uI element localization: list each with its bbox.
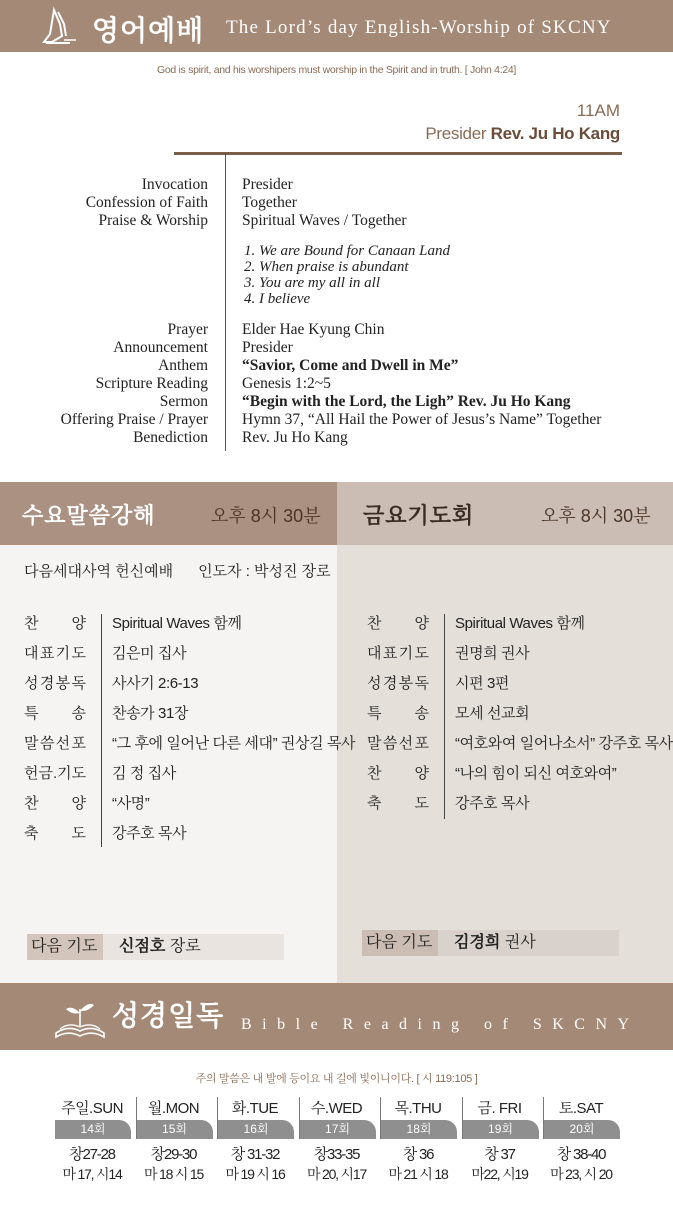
program-role: [367, 702, 429, 723]
program-role-char: 경: [382, 675, 398, 692]
reading-genesis: 창29-30: [150, 1146, 197, 1163]
program-row: [367, 732, 673, 752]
friday-next-prayer: [362, 930, 619, 956]
program-role-char: 성: [24, 675, 39, 692]
program-role-char: 말: [367, 735, 382, 752]
day-name: 수.WED: [310, 1100, 363, 1117]
order-value: Together: [242, 194, 297, 211]
reading-genesis: 창 36: [402, 1146, 434, 1163]
program-row: [24, 642, 344, 662]
day-separator: [217, 1097, 218, 1139]
program-row: [24, 702, 344, 722]
order-value: “Begin with the Lord, the Ligh” Rev. Ju Ho Kang: [242, 393, 571, 410]
program-row: [24, 822, 344, 842]
open-book-icon: [52, 999, 108, 1039]
order-label: Offering Praise / Prayer: [60, 411, 208, 428]
john-verse: God is spirit, and his worshipers must worship in the Spirit and in truth. [ John 4:24]: [156, 64, 517, 76]
program-role-char: 선: [398, 735, 414, 752]
order-label: Announcement: [113, 339, 208, 356]
order-row: [0, 393, 673, 411]
program-role-char: 말: [24, 735, 39, 752]
program-role-char: 기: [55, 645, 71, 662]
program-role-char: 기: [398, 645, 414, 662]
wednesday-next-prayer: [27, 934, 284, 960]
order-value: Presider: [242, 176, 293, 193]
next-prayer-person: 신점호: [119, 938, 166, 955]
program-role: [24, 792, 86, 813]
reading-genesis: 창33-35: [313, 1146, 360, 1163]
order-value: Genesis 1:2~5: [242, 375, 331, 392]
header-title-english: The Lord’s day English-Worship of SKCNY: [226, 17, 612, 38]
program-role-char: 송: [414, 705, 429, 722]
psalm-verse: 주의 말씀은 내 발에 등이요 내 길에 빛이니이다. [ 시 119:105 ]: [195, 1073, 478, 1085]
order-row: [0, 411, 673, 429]
reading-day: [216, 1097, 294, 1192]
order-label: Confession of Faith: [85, 194, 208, 211]
reading-number-tab: 20회: [544, 1120, 620, 1139]
presider-name: Rev. Ju Ho Kang: [490, 124, 620, 143]
divider-rule: [174, 152, 622, 155]
day-separator: [462, 1097, 463, 1139]
order-row: [0, 176, 673, 194]
next-prayer-person: 김경희: [454, 934, 501, 951]
song-item: 3. You are my all in all: [244, 275, 380, 291]
day-separator: [299, 1097, 300, 1139]
program-role: [24, 762, 86, 783]
order-row: [0, 375, 673, 393]
program-role-char: 대: [24, 645, 39, 662]
day-separator: [136, 1097, 137, 1139]
program-role: [367, 612, 429, 633]
program-value: “여호와여 일어나소서” 강주호 목사: [455, 735, 673, 752]
next-prayer-name: [438, 930, 619, 956]
reading-day: [461, 1097, 539, 1192]
order-row: [0, 429, 673, 447]
program-value: 강주호 목사: [455, 795, 530, 812]
program-role-char: 포: [71, 735, 86, 752]
reading-day: [298, 1097, 376, 1192]
song-item: 2. When praise is abundant: [244, 259, 409, 275]
order-row: [0, 212, 673, 230]
reading-matthew-psalm: 마 17, 시14: [62, 1166, 122, 1182]
program-role: [367, 642, 429, 663]
next-prayer-title: 권사: [504, 934, 536, 951]
order-value: Elder Hae Kyung Chin: [242, 321, 385, 338]
program-role-char: 양: [414, 765, 429, 782]
reading-genesis: 창 38-40: [556, 1146, 606, 1163]
program-role: [367, 672, 429, 693]
program-role-char: 축: [24, 825, 39, 842]
reading-number-tab: 15회: [137, 1120, 213, 1139]
program-row: [367, 762, 673, 782]
program-role-char: 특: [367, 705, 382, 722]
reading-genesis: 창 31-32: [230, 1146, 280, 1163]
program-row: [24, 612, 344, 632]
friday-header: [337, 482, 673, 545]
day-separator: [543, 1097, 544, 1139]
program-role-char: 양: [71, 795, 86, 812]
program-value: 사사기 2:6-13: [112, 675, 199, 692]
order-label: Prayer: [167, 321, 208, 338]
program-value: “나의 힘이 되신 여호와여”: [455, 765, 617, 782]
next-prayer-title: 장로: [169, 938, 201, 955]
order-value: Presider: [242, 339, 293, 356]
next-prayer-label: 다음 기도: [27, 934, 103, 960]
next-prayer-name: [103, 934, 284, 960]
program-row: [367, 612, 673, 632]
program-role-char: 찬: [367, 615, 382, 632]
program-role-char: 경: [39, 675, 55, 692]
reading-matthew-psalm: 마 20, 시17: [306, 1166, 367, 1182]
header-band: [0, 0, 673, 52]
reading-matthew-psalm: 마 23, 시 20: [550, 1166, 612, 1182]
program-role-char: 도: [71, 765, 87, 782]
program-role-char: 봉: [55, 675, 71, 692]
program-row: [367, 702, 673, 722]
friday-title: 금요기도회: [363, 503, 475, 528]
day-name: 월.MON: [147, 1100, 200, 1117]
program-role-char: 도: [414, 795, 429, 812]
program-row: [367, 642, 673, 662]
program-value: 권명희 권사: [455, 645, 530, 662]
reading-schedule: [53, 1097, 623, 1192]
program-role: [24, 642, 86, 663]
order-row: [0, 357, 673, 375]
program-role-char: 특: [24, 705, 39, 722]
service-time: 11AM: [576, 101, 620, 120]
program-value: Spiritual Waves 함께: [455, 615, 585, 632]
order-label: Invocation: [141, 176, 208, 193]
program-role-char: 포: [414, 735, 429, 752]
order-label: Sermon: [159, 393, 208, 410]
program-role-char: 도: [71, 825, 86, 842]
wednesday-title: 수요말씀강해: [22, 503, 156, 528]
program-role-char: 찬: [24, 795, 39, 812]
program-role-char: 도: [71, 645, 86, 662]
day-name: 금. FRI: [477, 1100, 522, 1117]
song-item: 4. I believe: [244, 291, 311, 307]
program-role-char: 선: [55, 735, 71, 752]
day-name: 화.TUE: [231, 1100, 279, 1117]
wednesday-header: [0, 482, 337, 545]
program-value: Spiritual Waves 함께: [112, 615, 242, 632]
program-row: [24, 762, 344, 782]
program-role-char: 표: [382, 645, 398, 662]
reading-matthew-psalm: 마 18 시 15: [143, 1166, 204, 1182]
presider-label: Presider: [425, 124, 487, 143]
program-value: 찬송가 31장: [112, 705, 189, 722]
program-value: “그 후에 일어난 다른 세대” 권상길 목사: [112, 735, 356, 752]
order-row: [0, 321, 673, 339]
order-label: Benediction: [133, 429, 208, 446]
next-prayer-label: 다음 기도: [362, 930, 438, 956]
program-value: 김은미 집사: [112, 645, 187, 662]
reading-matthew-psalm: 마22, 시19: [471, 1166, 528, 1182]
reading-day: [379, 1097, 457, 1192]
praying-hands-icon: [40, 6, 80, 46]
program-row: [24, 732, 356, 752]
order-label: Anthem: [158, 357, 208, 374]
order-value: Spiritual Waves / Together: [242, 212, 407, 229]
program-role-char: 양: [414, 615, 429, 632]
order-row: [0, 339, 673, 357]
day-name: 주일.SUN: [61, 1100, 123, 1117]
program-role: [367, 792, 429, 813]
program-role-char: 축: [367, 795, 382, 812]
program-role-char: 찬: [24, 615, 39, 632]
program-value: 모세 선교회: [455, 705, 530, 722]
reading-day: [542, 1097, 620, 1192]
program-role: [24, 672, 86, 693]
day-name: 토.SAT: [558, 1100, 604, 1117]
order-row: [0, 194, 673, 212]
order-value: “Savior, Come and Dwell in Me”: [242, 357, 459, 374]
day-separator: [380, 1097, 381, 1139]
reading-matthew-psalm: 마 19 시 16: [225, 1166, 285, 1182]
bible-title-korean: 성경일독: [112, 1000, 225, 1031]
presider-line: [425, 124, 620, 144]
program-role-char: 헌: [24, 765, 39, 782]
reading-genesis: 창 37: [484, 1146, 515, 1163]
program-role: [24, 702, 86, 723]
program-role: [367, 732, 429, 753]
header-title-korean: 영어예배: [92, 15, 205, 46]
program-role-char: 씀: [382, 735, 398, 752]
wednesday-leader: 다음세대사역 헌신예배 인도자 : 박성진 장로: [24, 563, 331, 580]
program-role: [367, 762, 429, 783]
order-label: Praise & Worship: [98, 212, 208, 229]
program-value: “사명”: [112, 795, 150, 812]
program-role-char: 표: [39, 645, 55, 662]
day-name: 목.THU: [394, 1100, 442, 1117]
program-value: 시편 3편: [455, 675, 509, 692]
program-role-char: 양: [71, 615, 86, 632]
bible-reading-band: [0, 983, 673, 1050]
program-role: [24, 822, 86, 843]
program-role-char: 송: [71, 705, 86, 722]
reading-day: [53, 1097, 131, 1192]
program-role-char: 대: [367, 645, 382, 662]
reading-matthew-psalm: 마 21 시 18: [388, 1166, 448, 1182]
program-role-char: 금.: [38, 765, 58, 782]
reading-number-tab: 14회: [55, 1120, 131, 1139]
program-row: [24, 792, 344, 812]
reading-number-tab: 16회: [218, 1120, 294, 1139]
order-label: Scripture Reading: [95, 375, 208, 392]
program-role-char: 독: [71, 675, 86, 692]
program-row: [367, 672, 673, 692]
reading-number-tab: 17회: [300, 1120, 376, 1139]
reading-number-tab: 19회: [463, 1120, 539, 1139]
program-row: [24, 672, 344, 692]
program-role-char: 독: [414, 675, 429, 692]
program-role-char: 씀: [39, 735, 55, 752]
friday-time: 오후 8시 30분: [541, 506, 651, 526]
song-list: [244, 243, 450, 307]
wednesday-time: 오후 8시 30분: [211, 506, 321, 526]
bible-title-english: Bible Reading of SKCNY: [241, 1016, 640, 1033]
program-role-char: 기: [57, 765, 72, 782]
reading-day: [135, 1097, 213, 1192]
program-role: [24, 612, 86, 633]
song-item: 1. We are Bound for Canaan Land: [244, 243, 450, 259]
program-value: 김 정 집사: [112, 765, 176, 782]
order-value: Rev. Ju Ho Kang: [242, 429, 348, 446]
program-role-char: 성: [367, 675, 382, 692]
program-row: [367, 792, 673, 812]
program-value: 강주호 목사: [112, 825, 187, 842]
order-value: Hymn 37, “All Hail the Power of Jesus’s Name” Together: [242, 411, 602, 428]
program-role-char: 도: [414, 645, 429, 662]
reading-genesis: 창27-28: [69, 1146, 115, 1163]
reading-number-tab: 18회: [381, 1120, 457, 1139]
program-role: [24, 732, 86, 753]
program-role-char: 찬: [367, 765, 382, 782]
program-role-char: 봉: [398, 675, 414, 692]
